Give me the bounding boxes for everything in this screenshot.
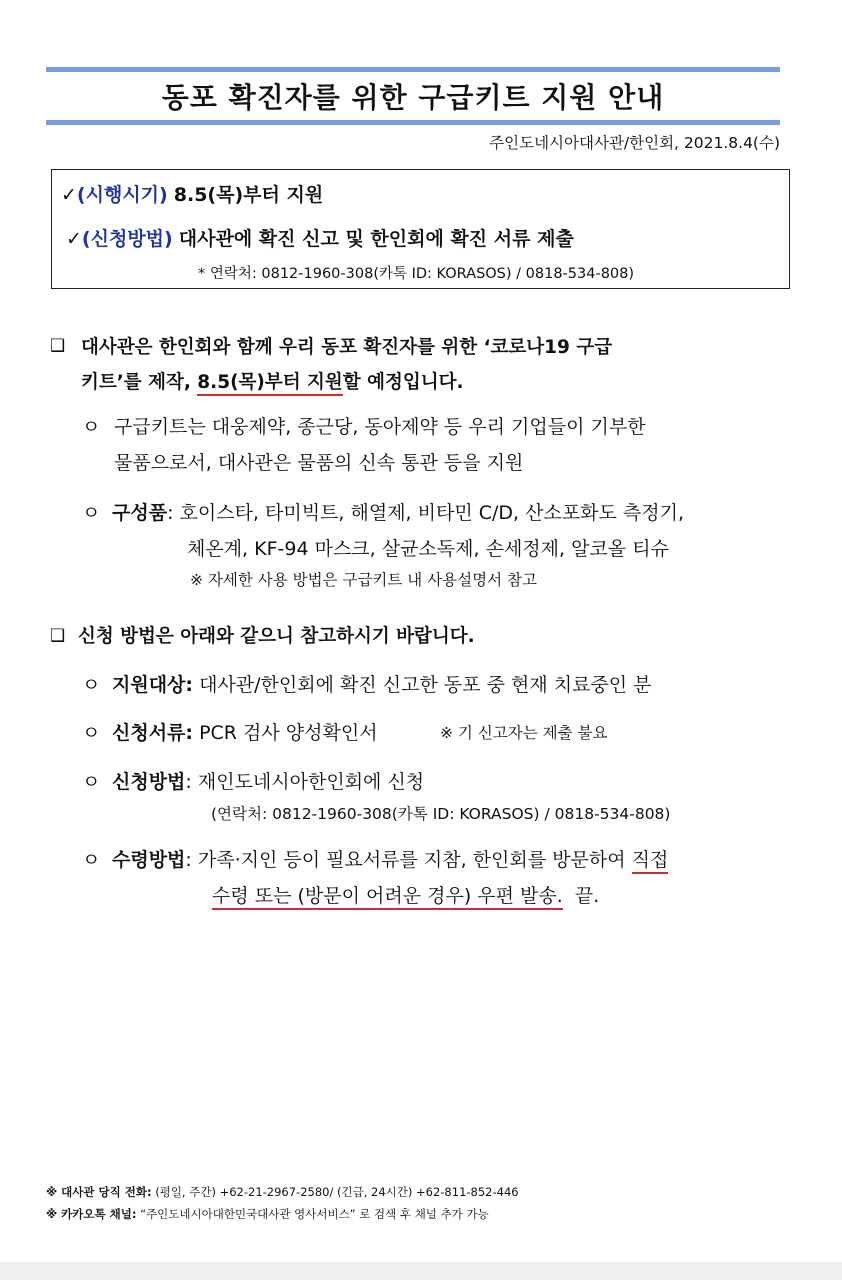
receive-row-2 xyxy=(212,881,599,908)
section1-line2: 키트’를 제작, 8.5(목)부터 지원할 예정입니다. xyxy=(81,368,463,394)
summary-row-method xyxy=(66,224,574,251)
docs-note: ※ 기 신고자는 제출 불요 xyxy=(440,724,608,742)
contact-info: * 연락처: 0812-1960-308(카톡 ID: KORASOS) / 0818-534-808) xyxy=(198,266,635,282)
period-text: 8.5(목)부터 지원 xyxy=(173,184,324,206)
method-label: 신청방법 xyxy=(112,771,186,793)
check-icon: ✓ xyxy=(61,184,77,206)
section1-bullet-icon: ❑ xyxy=(50,336,66,356)
footer-phone: ※ 대사관 당직 전화: (평일, 주간) +62-21-2967-2580/ (긴급, 24시간) +62-811-852-446 xyxy=(46,1185,519,1199)
sub-bullet-icon: ㅇ xyxy=(82,849,101,871)
footer-kakao: ※ 카카오톡 채널: “주인도네시아대한민국대사관 영사서비스” 로 검색 후 채널 추가 가능 xyxy=(46,1207,489,1221)
bottom-accent-bar xyxy=(46,120,780,125)
summary-row-period xyxy=(61,180,323,207)
sub-bullet-icon: ㅇ xyxy=(82,674,101,696)
end-mark: 끝. xyxy=(574,885,600,907)
receive-label: 수령방법 xyxy=(112,849,186,871)
docs-label: 신청서류: xyxy=(112,722,194,744)
period-label: (시행시기) xyxy=(76,184,168,206)
item1-line2: 물품으로서, 대사관은 물품의 신속 통관 등을 지원 xyxy=(114,452,524,474)
sub-bullet-icon: ㅇ xyxy=(82,502,101,524)
target-label: 지원대상: xyxy=(112,674,194,696)
item2-line1: 구성품: 호이스타, 타미빅트, 해열제, 비타민 C/D, 산소포화도 측정기, xyxy=(112,502,685,524)
components-label: 구성품 xyxy=(112,502,168,524)
method-text: 대사관에 확진 신고 및 한인회에 확진 서류 제출 xyxy=(178,228,574,250)
page-title: 동포 확진자를 위한 구급키트 지원 안내 xyxy=(161,81,665,114)
target-row xyxy=(112,670,652,697)
target-text: 대사관/한인회에 확진 신고한 동포 중 현재 치료중인 분 xyxy=(199,674,652,696)
receive-underlined-2: 수령 또는 (방문이 어려운 경우) 우편 발송. xyxy=(212,885,563,910)
bottom-strip xyxy=(0,1262,842,1280)
sub-bullet-icon: ㅇ xyxy=(82,771,101,793)
issuer-date: 주인도네시아대사관/한인회, 2021.8.4(수) xyxy=(489,134,780,152)
docs-text: PCR 검사 양성확인서 xyxy=(199,722,378,744)
section1-line1: 대사관은 한인회와 함께 우리 동포 확진자를 위한 ‘코로나19 구급 xyxy=(81,337,613,358)
check-icon: ✓ xyxy=(66,228,82,250)
sub-bullet-icon: ㅇ xyxy=(82,722,101,744)
item1-line1: 구급키트는 대웅제약, 종근당, 동아제약 등 우리 기업들이 기부한 xyxy=(114,416,646,438)
section2-heading: 신청 방법은 아래와 같으니 참고하시기 바랍니다. xyxy=(78,626,475,647)
item2-line2: 체온계, KF-94 마스크, 살균소독제, 손세정제, 알코올 티슈 xyxy=(187,538,669,560)
docs-row xyxy=(112,718,378,745)
summary-box xyxy=(51,169,790,289)
section2-bullet-icon: ❑ xyxy=(50,626,66,646)
method-contact: (연락처: 0812-1960-308(카톡 ID: KORASOS) / 0818-534-808) xyxy=(211,805,671,823)
sub-bullet-icon: ㅇ xyxy=(82,416,101,438)
method-label: (신청방법) xyxy=(81,228,173,250)
start-date-underlined: 8.5(목)부터 지원 xyxy=(197,372,342,396)
item2-note: ※ 자세한 사용 방법은 구급키트 내 사용설명서 참고 xyxy=(190,571,537,589)
top-accent-bar xyxy=(46,67,780,72)
method-row: 신청방법: 재인도네시아한인회에 신청 xyxy=(112,771,425,793)
receive-underlined-1: 직접 xyxy=(632,849,669,874)
receive-row: 수령방법: 가족·지인 등이 필요서류를 지참, 한인회를 방문하여 직접 xyxy=(112,845,668,872)
